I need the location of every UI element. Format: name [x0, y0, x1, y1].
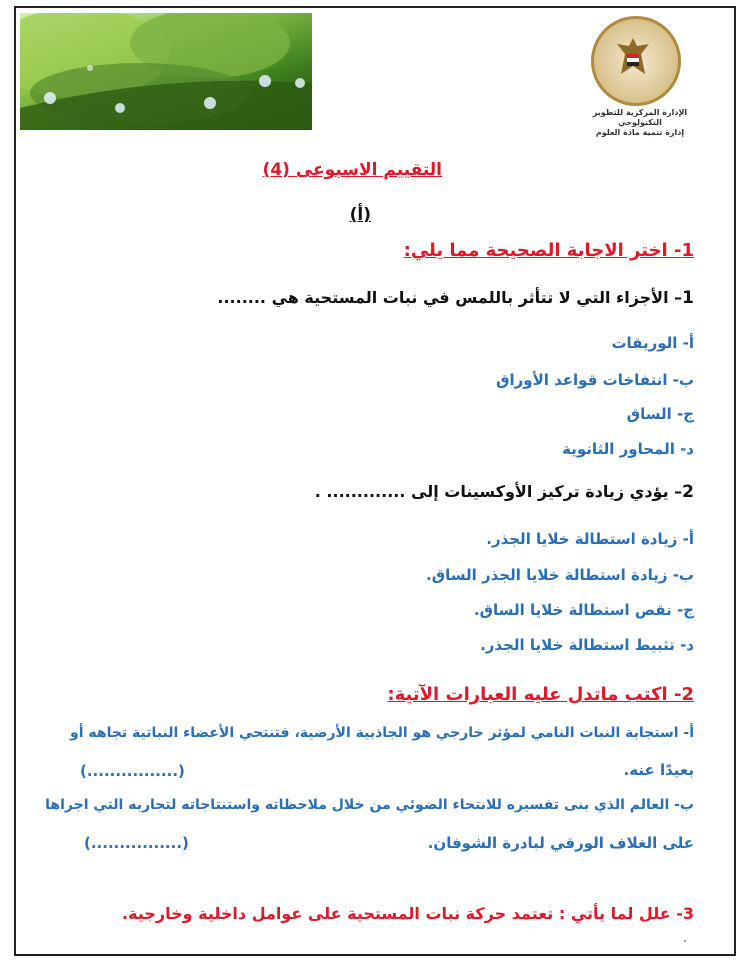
page-border — [14, 6, 736, 956]
q2-option-d: د- تثبيط استطالة خلايا الجذر. — [480, 636, 694, 654]
statement-a-line1: أ- استجابة النبات النامي لمؤثر خارجي هو الجاذبية الأرضية، فتنتحي الأعضاء النباتية تجاهه أو — [70, 725, 694, 741]
question-2 — [315, 482, 694, 502]
section3-heading: 3- علل لما يأتي : تعتمد حركة نبات المستحية على عوامل داخلية وخارجية. — [122, 904, 694, 923]
q2-option-a: أ- زيادة استطالة خلايا الجذر. — [486, 530, 694, 548]
section1-heading: 1- اختر الاجابة الصحيحة مما يلي: — [403, 240, 694, 261]
page-subtitle: (أ) — [349, 205, 371, 225]
statement-b-answer-blank: (................) — [84, 834, 189, 852]
question-1-number: 1 — [682, 288, 694, 308]
statement-b-line1: ب- العالم الذي بنى تفسيره للانتحاء الضوئي من خلال ملاحظاته واستنتاجاته لتجاربه التي اجراها — [45, 797, 694, 813]
statement-a-line2: بعيدًا عنه. — [623, 761, 694, 779]
question-2-number: 2 — [682, 482, 694, 502]
leaf-water-drops-image — [20, 13, 312, 130]
page-title: التقييم الاسبوعى (4) — [262, 160, 442, 180]
ministry-logo — [585, 16, 735, 137]
page-mark — [684, 940, 686, 942]
q1-option-b: ب- انتفاخات قواعد الأوراق — [496, 371, 694, 389]
q1-option-a: أ- الوريقات — [611, 334, 694, 352]
logo-caption-line2: إدارة تنمية مادة العلوم — [595, 128, 685, 137]
q1-option-d: د- المحاور الثانوية — [562, 440, 694, 458]
logo-caption — [585, 108, 695, 138]
statement-a-answer-blank: (................) — [80, 762, 185, 780]
q2-option-b: ب- زيادة استطالة خلايا الجذر الساق. — [426, 566, 694, 584]
q1-option-c: ج- الساق — [626, 405, 694, 423]
section2-heading: 2- اكتب ماتدل عليه العبارات الآتية: — [387, 684, 694, 705]
q2-option-c: ج- نقص استطالة خلايا الساق. — [473, 601, 694, 619]
eagle-emblem-icon — [611, 34, 655, 82]
question-1 — [217, 288, 694, 308]
question-1-text: – الأجزاء التي لا تتأثر باللمس في نبات المستحية هي ........ — [217, 288, 683, 307]
logo-caption-line1: الإدارة المركزية للتطوير التكنولوجي — [592, 108, 688, 127]
question-2-text: – يؤدي زيادة تركيز الأوكسينات إلى ............. . — [314, 482, 683, 501]
statement-b-line2: على الغلاف الورقي لبادرة الشوفان. — [427, 834, 694, 852]
